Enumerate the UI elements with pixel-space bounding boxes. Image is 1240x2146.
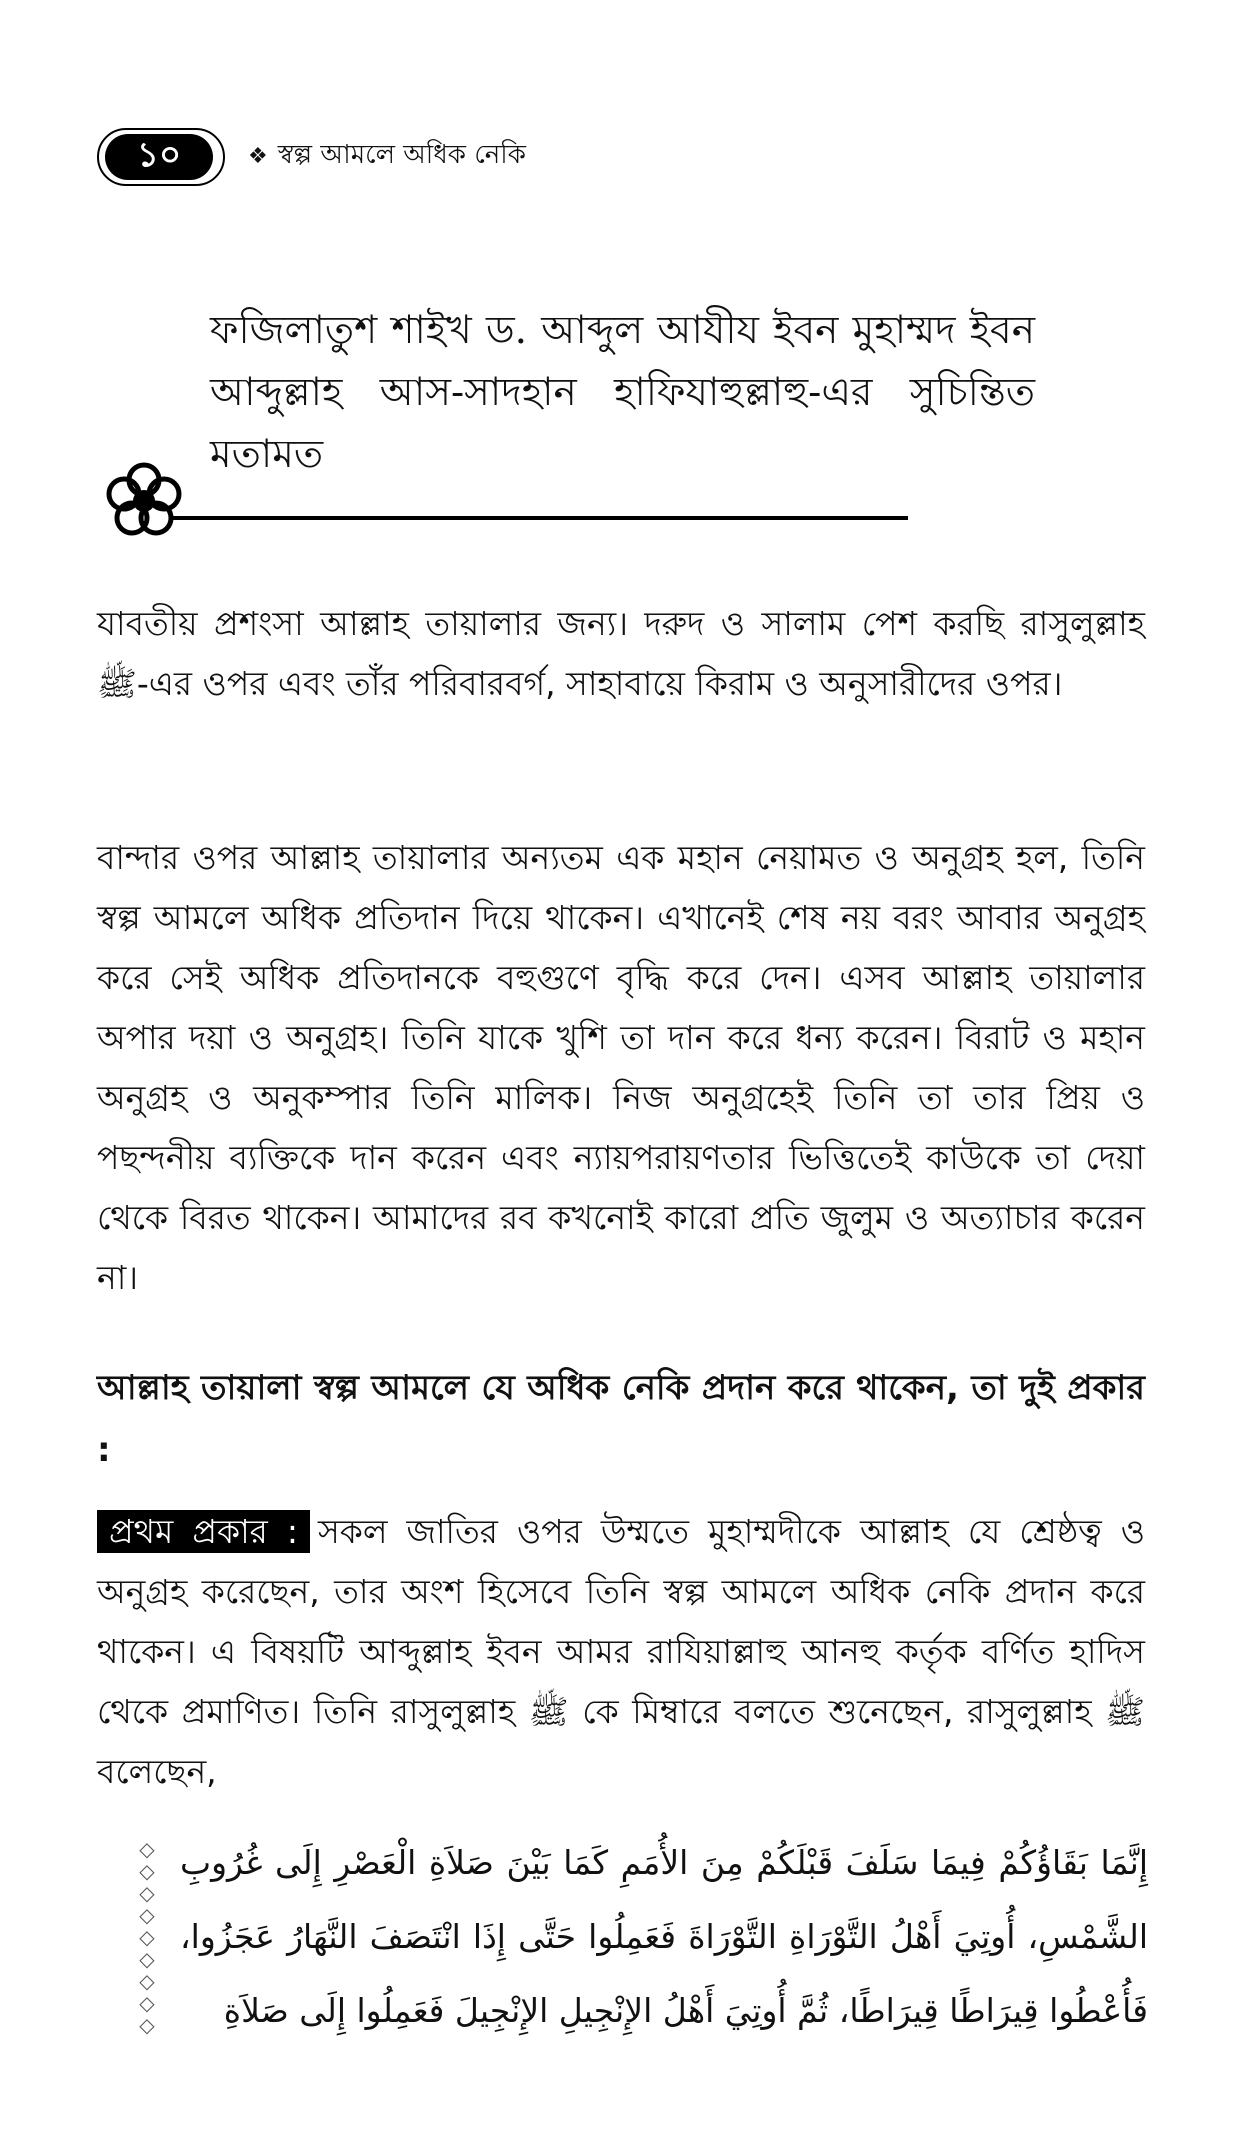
- diamond-bullet-icon: ❖: [248, 143, 268, 169]
- type-one-label: প্রথম প্রকার :: [97, 1510, 310, 1553]
- running-head: [248, 136, 526, 176]
- flower-icon: [104, 460, 184, 540]
- intro-paragraph: যাবতীয় প্রশংসা আল্লাহ তায়ালার জন্য। দরুদ ও সালাম পেশ করছি রাসুলুল্লাহ ﷺ-এর ওপর এবং তাঁর পরিবারবর্গ, সাহাবায়ে কিরাম ও অনুসারীদের ওপর।: [97, 604, 1145, 703]
- body-paragraph: বান্দার ওপর আল্লাহ তায়ালার অন্যতম এক মহান নেয়ামত ও অনুগ্রহ হল, তিনি স্বল্প আমলে অধিক প্রতিদান দিয়ে থাকেন। এখানেই শেষ নয় বরং আবার অনুগ্রহ করে সেই অধিক প্রতিদানকে বহুগুণে বৃদ্ধি করে দেন। এসব আল্লাহ তায়ালার অপার দয়া ও অনুগ্রহ। তিনি যাকে খুশি তা দান করে ধন্য করেন। বিরাট ও মহান অনুগ্রহ ও অনুকম্পার তিনি মালিক। নিজ অনুগ্রহেই তিনি তা তার প্রিয় ও পছন্দনীয় ব্যক্তিকে দান করেন এবং ন্যায়পরায়ণতার ভিত্তিতেই কাউকে তা দেয়া থেকে বিরত থাকেন। আমাদের রব কখনোই কারো প্রতি জুলুম ও অত্যাচার করেন না।: [97, 838, 1145, 1297]
- page-number-badge: [97, 128, 225, 186]
- type-one-paragraph: [97, 1502, 1145, 1802]
- hadith-arabic: إِنَّمَا بَقَاؤُكُمْ فِيمَا سَلَفَ قَبْلَكُمْ مِنَ الأُمَمِ كَمَا بَيْنَ صَلاَةِ الْعَصْرِ إِلَى غُرُوبِ الشَّمْسِ، أُوتِيَ أَهْلُ التَّوْرَاةِ التَّوْرَاةَ فَعَمِلُوا حَتَّى إِذَا انْتَصَفَ النَّهَارُ عَجَزُوا، فَأُعْطُوا قِيرَاطًا قِيرَاطًا، ثُمَّ أُوتِيَ أَهْلُ الإِنْجِيلِ الإِنْجِيلَ فَعَمِلُوا إِلَى صَلاَةِ: [180, 1843, 1148, 2030]
- running-title: স্বল্প আমলে অধিক নেকি: [277, 140, 526, 170]
- section-heading: আল্লাহ তায়ালা স্বল্প আমলে যে অধিক নেকি প্রদান করে থাকেন, তা দুই প্রকার :: [97, 1368, 1145, 1470]
- page-number: ১০: [105, 134, 213, 180]
- diamond-chain-border-icon: ◇ ◇ ◇ ◇ ◇ ◇ ◇ ◇ ◇: [139, 1838, 155, 2037]
- chapter-title: ফজিলাতুশ শাইখ ড. আব্দুল আযীয ইবন মুহাম্মদ ইবন আব্দুল্লাহ আস-সাদহান হাফিযাহুল্লাহু-এর সুচিন্তিত মতামত: [210, 308, 1035, 477]
- type-one-text: সকল জাতির ওপর উম্মতে মুহাম্মদীকে আল্লাহ যে শ্রেষ্ঠত্ব ও অনুগ্রহ করেছেন, তার অংশ হিসেবে তিনি স্বল্প আমলে অধিক নেকি প্রদান করে থাকেন। এ বিষয়টি আব্দুল্লাহ ইবন আমর রাযিয়াল্লাহু আনহু কর্তৃক বর্ণিত হাদিস থেকে প্রমাণিত। তিনি রাসুলুল্লাহ ﷺ কে মিম্বারে বলতে শুনেছেন, রাসুলুল্লাহ ﷺ বলেছেন,: [97, 1512, 1145, 1791]
- title-rule: [170, 516, 908, 520]
